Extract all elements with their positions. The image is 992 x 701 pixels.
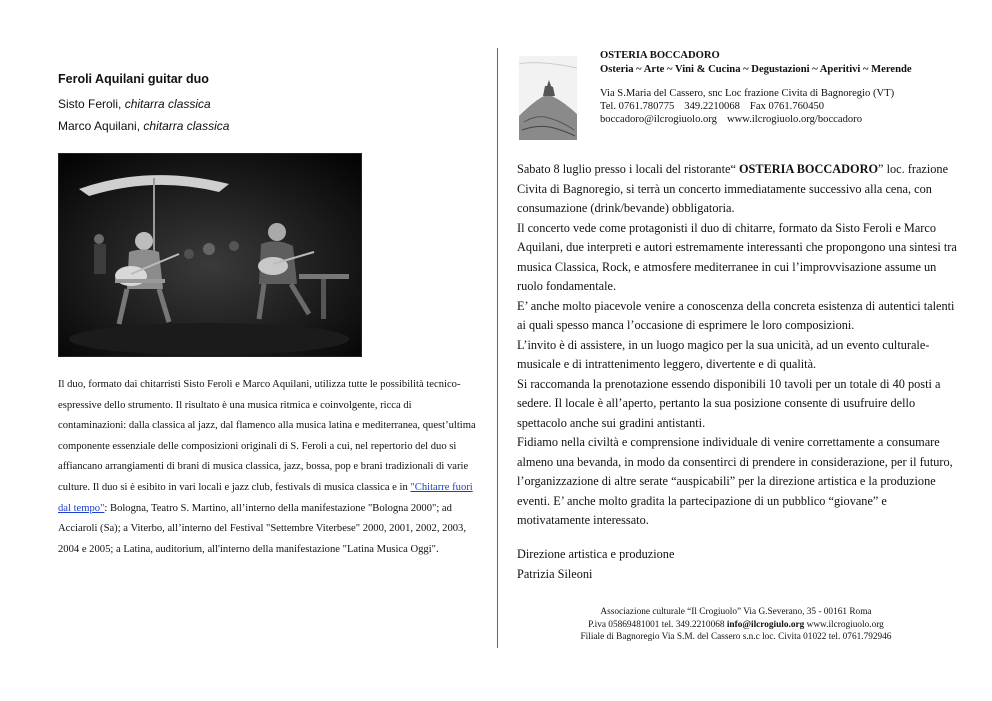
footer-piva: P.iva 05869481001 tel. 349.2210068 (588, 619, 727, 630)
paragraph-6: Fidiamo nella civiltà e comprensione individuale di venire correttamente a consumare almeno una bevanda, in modo da consentirci di prendere in considerazione, per il futuro, l’organizzazione di altre serate “auspicabili” per la direzione artistica e la produzione eventi. E’ anche molto gradita la partecipazione di un pubblico “giovane” e motivatamente interessato. (517, 435, 953, 527)
member-role: chitarra classica (124, 97, 211, 111)
osteria-address: Via S.Maria del Cassero, snc Loc frazione Civita di Bagnoregio (VT) (600, 88, 895, 99)
tel: Tel. 0761.780775 (600, 101, 675, 112)
footer (500, 606, 972, 644)
description-text-continued: : Bologna, Teatro S. Martino, all’interno della manifestazione "Bologna 2000"; ad Acciaroli (Sa); a Viterbo, all’interno del Festival "Settembre Viterbese" 2000, 2001, 2002, 2003, 2004 e 2005; a Latina, auditorium, all'interno della manifestazione "Latina Musica Oggi". (58, 502, 466, 555)
paragraph-3: E’ anche molto piacevole venire a conoscenza della concreta esistenza di autentici talenti ai quali spesso manca l’occasione di esprimere le loro composizioni. (517, 298, 955, 332)
footer-email: info@ilcrogiulo.org (726, 619, 805, 630)
paragraph-1 (517, 160, 957, 219)
footer-website: www.ilcrogiuolo.org (804, 619, 884, 630)
p1-text-continued: ” loc. frazione Civita di Bagnoregio, si terrà un concerto immediatamente successivo alla cena, con consumazione (drink/bevande) obbligatoria. (517, 162, 949, 215)
event-announcement (517, 160, 957, 531)
email: boccadoro@ilcrogiuolo.org (600, 114, 717, 125)
duo-title: Feroli Aquilani guitar duo (58, 72, 209, 86)
osteria-phones (600, 101, 824, 112)
osteria-contacts (600, 114, 862, 125)
signature (517, 545, 674, 584)
fax: Fax 0761.760450 (749, 101, 825, 112)
column-divider (497, 48, 498, 648)
description-text: Il duo, formato dai chitarristi Sisto Feroli e Marco Aquilani, utilizza tutte le possibilità tecnico-espressive dello strumento. Il risultato è una musica ritmica e coinvolgente, ricca di contaminazioni: dalla classica al jazz, dal flamenco alla musica latina e mediterranea, quest’ultima componente essenziale delle composizioni originali di S. Feroli a cui, nel repertorio del duo si affiancano arrangiamenti di brani di musica classica, jazz, bossa, pop e brani tradizionali di varie culture. Il duo si è esibito in vari locali e jazz club, festivals di musica classica e in (58, 379, 476, 493)
member-name: Sisto Feroli, (58, 97, 125, 111)
duo-description (58, 375, 478, 560)
osteria-tagline: Osteria ~ Arte ~ Vini & Cucina ~ Degustazioni ~ Aperitivi ~ Merende (600, 64, 912, 75)
p1-text: Sabato 8 luglio presso i locali del ristorante“ (517, 162, 739, 176)
civita-logo-image (519, 56, 577, 140)
paragraph-5: Si raccomanda la prenotazione essendo disponibili 10 tavoli per un totale di 40 posti a sedere. Il locale è all’aperto, pertanto la sua posizione consente di usufruire dello spettacolo anche sui gradini antistanti. (517, 376, 941, 430)
website: www.ilcrogiuolo.org/boccadoro (726, 114, 862, 125)
member-marco (58, 119, 229, 133)
paragraph-2: Il concerto vede come protagonisti il duo di chitarre, formato da Sisto Feroli e Marco Aquilani, due interpreti e autori estremamente interessanti che propongono una sintesi tra musica Classica, Rock, e atmosfere mediterranee in cui l’improvvisazione assume un ruolo fondamentale. (517, 220, 957, 293)
member-sisto (58, 97, 211, 111)
member-role: chitarra classica (143, 119, 230, 133)
footer-line-2 (500, 619, 972, 632)
chitarre-fuori-link[interactable]: "Chitarre fuori dal tempo" (58, 481, 473, 514)
footer-line-3: Filiale di Bagnoregio Via S.M. del Cassero s.n.c loc. Civita 01022 tel. 0761.792946 (580, 632, 892, 642)
paragraph-4: L’invito è di assistere, in un luogo magico per la sua unicità, ad un evento culturale- musicale e di intrattenimento leggero, divertente e di qualità. (517, 337, 930, 371)
osteria-name-inline: OSTERIA BOCCADORO (738, 162, 879, 176)
member-name: Marco Aquilani, (58, 119, 144, 133)
signature-name: Patrizia Sileoni (517, 566, 593, 581)
tel-mobile: 349.2210068 (684, 101, 740, 112)
signature-role: Direzione artistica e produzione (517, 547, 675, 561)
concert-photo (58, 153, 362, 357)
osteria-name: OSTERIA BOCCADORO (600, 50, 720, 61)
footer-line-1: Associazione culturale “Il Crogiuolo” Via G.Severano, 35 - 00161 Roma (600, 607, 872, 617)
